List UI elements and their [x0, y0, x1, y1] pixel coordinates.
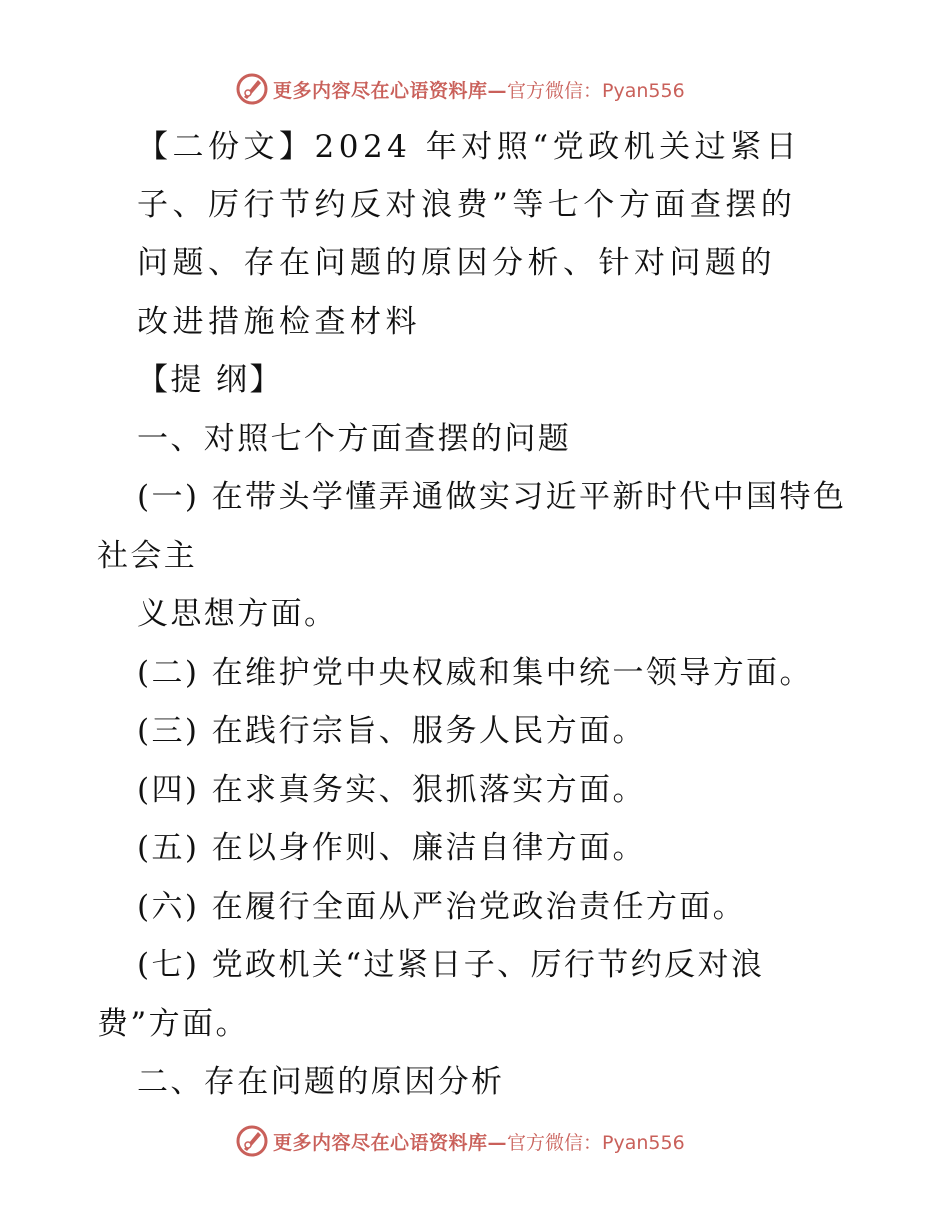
section-heading-1: 一、对照七个方面查摆的问题	[137, 421, 572, 457]
outline-item-3: (三) 在践行宗旨、服务人民方面。	[137, 713, 646, 749]
outline-item-2: (二) 在维护党中央权威和集中统一领导方面。	[137, 655, 813, 691]
watermark-contact: 官方微信：Pyan556	[507, 79, 685, 102]
document-title-line-4: 改进措施检查材料	[137, 304, 421, 340]
outline-heading: 【提 纲】	[137, 362, 283, 398]
outline-item-7: (七) 党政机关“过紧日子、厉行节约反对浪	[137, 947, 765, 983]
document-title-line-1: 【二份文】2024 年对照“党政机关过紧日	[137, 129, 802, 165]
outline-item-5: (五) 在以身作则、廉洁自律方面。	[137, 830, 646, 866]
watermark-contact: 官方微信：Pyan556	[507, 1131, 685, 1154]
watermark-logo-icon	[235, 1124, 269, 1158]
outline-item-4: (四) 在求真务实、狠抓落实方面。	[137, 772, 646, 808]
outline-item-1-cont-2: 义思想方面。	[137, 596, 338, 632]
outline-item-6: (六) 在履行全面从严治党政治责任方面。	[137, 889, 747, 925]
watermark-header	[235, 71, 685, 107]
outline-item-1-cont: 社会主	[97, 538, 198, 574]
outline-item-1: (一) 在带头学懂弄通做实习近平新时代中国特色	[137, 479, 847, 515]
document-title-line-3: 问题、存在问题的原因分析、针对问题的	[137, 245, 776, 281]
watermark-text: 更多内容尽在心语资料库—	[273, 1131, 508, 1154]
document-title-line-2: 子、厉行节约反对浪费”等七个方面查摆的	[137, 187, 797, 223]
watermark-footer	[235, 1123, 685, 1159]
outline-item-7-cont: 费”方面。	[97, 1006, 249, 1042]
watermark-logo-icon	[235, 72, 269, 106]
watermark-text: 更多内容尽在心语资料库—	[273, 79, 508, 102]
section-heading-2: 二、存在问题的原因分析	[137, 1064, 505, 1100]
